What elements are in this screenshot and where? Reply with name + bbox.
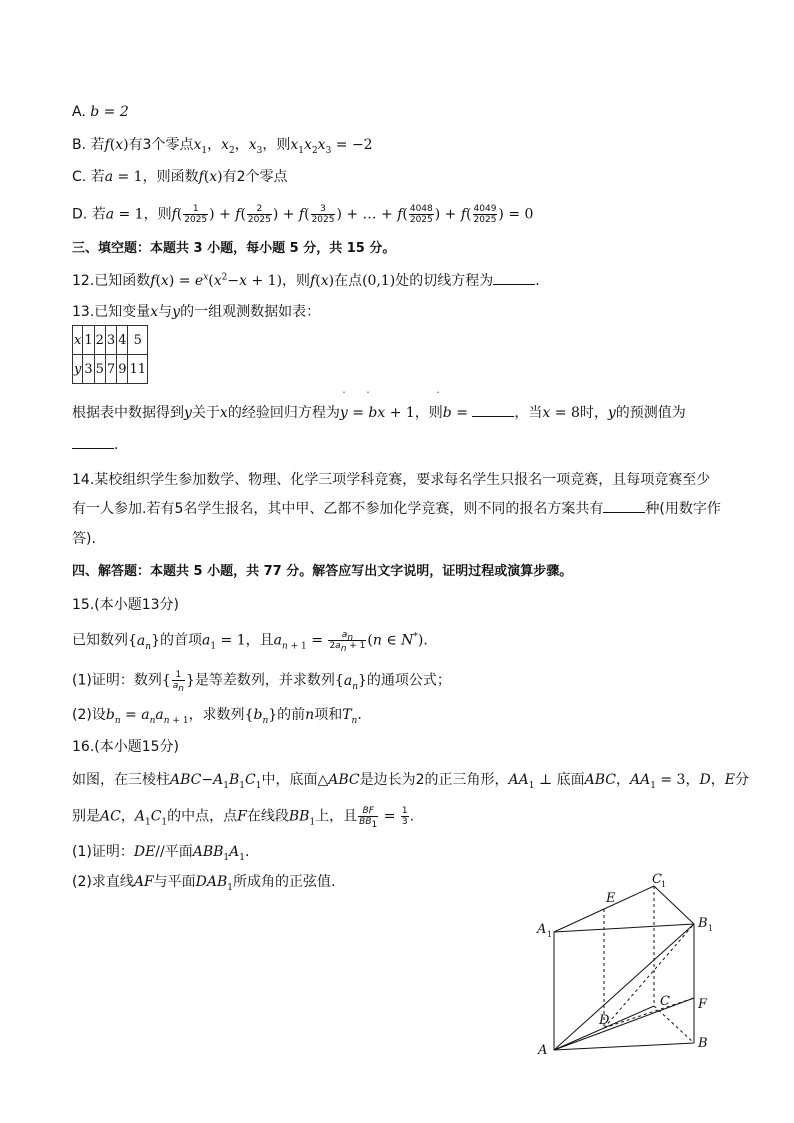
q13-line2-c: 的经验回归方程为 — [227, 405, 340, 421]
table-cell: 3 — [83, 355, 94, 384]
option-d-mid: ，则 — [143, 206, 172, 223]
q16-p1-b: 平面 — [164, 844, 193, 860]
option-c-post: 有2个零点 — [222, 169, 288, 185]
q13-line2-e: ，当 — [514, 405, 543, 421]
question-13-intro: 13.已知变量x与y的一组观测数据如表： — [72, 304, 321, 320]
q13-blank-predict[interactable] — [72, 436, 114, 449]
question-16-part2: (2)求直线AF与平面$DAB_1$所成角的正弦值. — [72, 874, 336, 893]
question-16-head: 16.(本小题15分) — [72, 739, 180, 755]
question-16-part1: (1)证明：DE//平面$ABB_1A_1$. — [72, 844, 250, 863]
table-cell: 2 — [94, 326, 105, 355]
q15-p1-b: 是等差数列，并求数列 — [194, 672, 335, 689]
option-d-pre: 若 — [91, 206, 106, 223]
hat-mark: ˆ — [436, 391, 440, 400]
q16-l1-c: 是边长为2的正三角形， — [359, 772, 509, 788]
q14-blank[interactable] — [603, 500, 645, 513]
q15-intro-b: 的首项 — [160, 632, 202, 649]
table-header-y: y — [73, 355, 83, 384]
option-d-label: D. — [72, 206, 88, 223]
option-d: D. 若a = 1，则f( $\frac{1}{2025}$ ) + f( $\frac{2}{2025}$ ) + f( $\frac{3}{2025}$ ) + … + f( $\frac{4048}{2025}$ ) + f( $\frac{4049}{2025}$ ) = 0 — [72, 204, 534, 225]
question-15-head: 15.(本小题13分) — [72, 597, 180, 613]
label-a1-sub: 1 — [547, 930, 553, 939]
question-13-regression: 根据表中数据得到y关于x的经验回归方程为y = bx + 1，则b = ，当x = 8时，y的预测值为 — [72, 405, 686, 421]
question-16-line1: 如图，在三棱柱$ABC-A_1B_1C_1$中，底面△ABC是边长为2的正三角形，$AA_1$ ⊥ 底面ABC，$AA_1 = 3$，D，E分 — [72, 772, 749, 791]
option-b: B. 若f(x)有3个零点$x_1$，$x_2$，$x_3$，则$x_1x_2x_3 = -2$ — [72, 137, 373, 156]
option-c-mid: ，则函数 — [142, 169, 199, 185]
q16-l2-d: 在线段 — [246, 808, 289, 825]
label-d: D — [599, 1013, 610, 1028]
table-cell: 5 — [128, 326, 148, 355]
section-4-title: 四、解答题：本题共 5 小题，共 77 分。解答应写出文字说明，证明过程或演算步骤。 — [72, 564, 573, 579]
q12-mid2: 在点 — [334, 273, 363, 289]
edge-a-b — [554, 1043, 694, 1050]
table-cell: 5 — [94, 355, 105, 384]
q16-l1-h: 分 — [734, 772, 749, 788]
question-15-part2: (2)设$b_n = a_na_{n + 1}$，求数列$\{b_n\}$的前n项和$T_n$. — [72, 707, 362, 726]
edge-c-b — [654, 1006, 694, 1043]
label-b1: B — [698, 916, 708, 931]
q16-l1-e: ， — [615, 772, 630, 788]
q15-p2-e: . — [357, 707, 362, 723]
q16-l1-g: ， — [710, 772, 725, 788]
segment-d-b1 — [604, 924, 694, 1028]
label-b: B — [698, 1036, 708, 1051]
q13-intro-post: 的一组观测数据如表： — [180, 304, 321, 320]
q15-p2-c: 的前 — [277, 707, 306, 723]
question-15-intro: 已知数列$\{a_n\}$的首项$a_1 = 1$，且$a_{n + 1}$ = $\frac{a_n}{2a_n + 1}$ (n ∈ N*). — [72, 630, 428, 654]
q12-number: 12. — [72, 273, 95, 289]
q15-p2-b: ，求数列 — [188, 707, 245, 723]
q16-p1-c: . — [245, 844, 250, 860]
q16-l2-c: 的中点，点 — [167, 808, 238, 825]
q14-line2-b: 种(用数字作 — [645, 501, 721, 517]
q16-l1-b: 中，底面 — [261, 772, 318, 788]
q13-line2-f: 时， — [579, 405, 608, 421]
hat-mark: ˆ — [366, 391, 370, 400]
question-16-line2: 别是AC，$A_1C_1$的中点，点F在线段$BB_1$上，且 $\frac{BF}{BB_1}$ = $\frac{1}{3}$ . — [72, 806, 415, 830]
segment-a-b1 — [554, 924, 694, 1050]
q13-line2-g: 的预测值为 — [615, 405, 686, 421]
hat-mark: ˆ — [342, 391, 346, 400]
label-c: C — [660, 994, 670, 1009]
question-12: 12.已知函数$f(x) = e^x(x^2-x + 1)$，则f(x)在点(0,1)处的切线方程为 . — [72, 272, 540, 289]
q12-mid: ，则 — [282, 273, 311, 289]
q12-post: 处的切线方程为 — [395, 273, 494, 289]
label-b1-sub: 1 — [708, 924, 714, 933]
table-cell: 11 — [128, 355, 148, 384]
q13-intro: 已知变量 — [94, 304, 151, 320]
q13-number: 13. — [72, 304, 95, 320]
option-a-text: b = 2 — [90, 104, 129, 120]
option-a — [72, 103, 129, 121]
table-cell: 3 — [105, 326, 116, 355]
q13-line2-d: ，则 — [414, 405, 443, 421]
q15-p1-c: 的通项公式； — [366, 672, 451, 689]
q16-l2-f: . — [409, 808, 415, 825]
question-14-line2 — [72, 500, 721, 518]
q16-l2-b: ， — [120, 808, 135, 825]
option-b-mid2: ，则 — [262, 137, 291, 153]
q16-p1-a: (1)证明： — [72, 844, 134, 860]
q16-p2-a: (2)求直线 — [72, 874, 134, 890]
label-c1: C — [652, 872, 662, 887]
q13-line2-a: 根据表中数据得到 — [72, 405, 184, 421]
q12-answer-blank[interactable] — [493, 272, 535, 285]
option-c-label: C. — [72, 169, 87, 185]
q13-blank-b[interactable] — [472, 404, 514, 417]
q15-p2-a: (2)设 — [72, 707, 106, 723]
q16-l2-e: 上，且 — [315, 808, 358, 825]
table-cell: 9 — [117, 355, 128, 384]
option-b-label: B. — [72, 137, 87, 153]
question-14-line3: 答). — [72, 531, 96, 547]
label-f: F — [698, 997, 708, 1012]
q12-end: . — [535, 273, 540, 289]
q15-p2-d: 项和 — [314, 707, 343, 723]
q13-end: . — [114, 437, 119, 453]
option-c-pre: 若 — [90, 169, 105, 185]
label-a: A — [538, 1043, 548, 1058]
q16-p2-c: 所成角的正弦值. — [233, 874, 336, 890]
option-b-pre: 若 — [90, 137, 105, 153]
prism-figure — [520, 862, 730, 1062]
q16-l1-a: 如图，在三棱柱 — [72, 772, 170, 788]
label-c1-sub: 1 — [661, 880, 667, 889]
edge-c1-b1 — [654, 886, 694, 924]
section-3-title: 三、填空题：本题共 3 小题，每小题 5 分，共 15 分。 — [72, 241, 396, 256]
q16-l1-d: 底面 — [556, 772, 585, 788]
q15-p1-a: (1)证明：数列 — [72, 672, 162, 689]
question-13-blank-line — [72, 436, 118, 454]
label-a1: A — [537, 922, 547, 937]
question-14-line1: 14.某校组织学生参加数学、物理、化学三项学科竞赛，要求每名学生只报名一项竞赛，且每项竞赛至少 — [72, 472, 711, 488]
observation-table — [72, 325, 148, 384]
q13-line2-b: 关于 — [191, 405, 220, 421]
q16-p2-b: 与平面 — [153, 874, 196, 890]
table-cell: 4 — [117, 326, 128, 355]
table-row-x — [73, 326, 148, 355]
q16-l2-a: 别是 — [72, 808, 100, 825]
table-cell: 1 — [83, 326, 94, 355]
edge-a1-b1 — [554, 924, 694, 932]
option-b-mid1: 有3个零点 — [128, 137, 194, 153]
q15-intro-c: ，且 — [245, 632, 274, 649]
q15-intro-a: 已知数列 — [72, 632, 128, 649]
q13-intro-mid: 与 — [158, 304, 173, 320]
table-row-y — [73, 355, 148, 384]
option-c: C. 若a = 1，则函数f(x)有2个零点 — [72, 169, 288, 185]
option-a-label: A. — [72, 104, 86, 120]
table-header-x: x — [73, 326, 83, 355]
q12-pre: 已知函数 — [94, 273, 151, 289]
question-15-part1: (1)证明：数列{ $\frac{1}{a_n}$ }是等差数列，并求数列$\{a_n\}$的通项公式； — [72, 670, 451, 694]
q16-l1-f: ， — [685, 772, 700, 788]
label-e: E — [606, 891, 616, 906]
q14-line2-a: 有一人参加.若有5名学生报名，其中甲、乙都不参加化学竞赛，则不同的报名方案共有 — [72, 501, 604, 517]
table-cell: 7 — [105, 355, 116, 384]
